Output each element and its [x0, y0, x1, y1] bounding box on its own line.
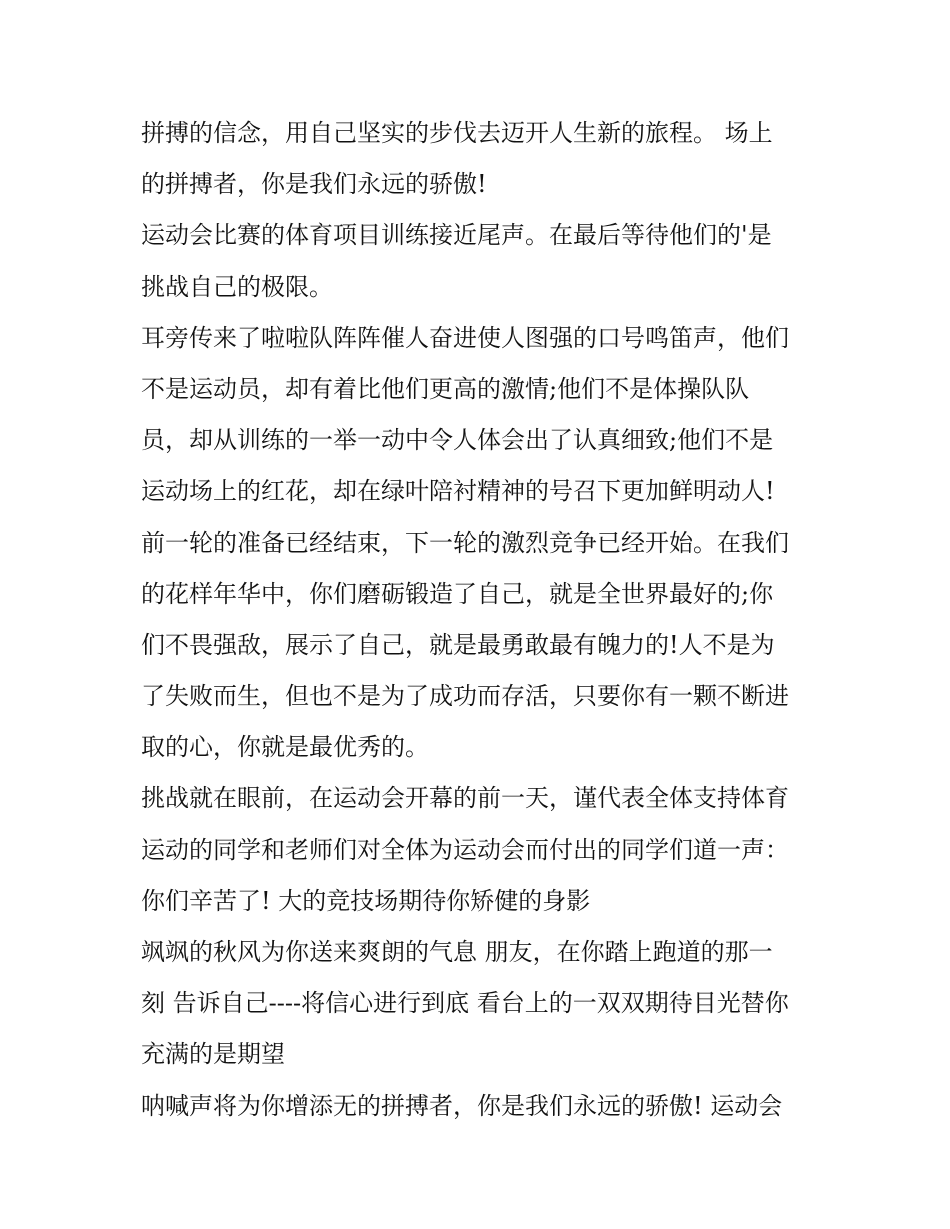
text-line: 挑战自己的极限。: [141, 272, 333, 301]
text-line: 运动的同学和老师们对全体为运动会而付出的同学们道一声：: [141, 835, 789, 864]
text-line: 取的心，你就是最优秀的。: [141, 733, 429, 762]
text-line: 了失败而生，但也不是为了成功而存活，只要你有一颗不断进: [141, 682, 789, 711]
text-line: 运动场上的红花，却在绿叶陪衬精神的号召下更加鲜明动人!: [141, 477, 775, 506]
text-line: 员，却从训练的一举一动中令人体会出了认真细致;他们不是: [141, 426, 774, 455]
text-line: 的拼搏者，你是我们永远的骄傲!: [141, 170, 487, 199]
body-text: [141, 108, 821, 1132]
text-line: 们不畏强敌，展示了自己，就是最勇敢最有魄力的!人不是为: [141, 630, 775, 659]
text-line: 刻 告诉自己----将信心进行到底 看台上的一双双期待目光替你: [141, 989, 789, 1018]
text-line: 飒飒的秋风为你送来爽朗的气息 朋友，在你踏上跑道的那一: [141, 938, 773, 966]
text-line: 拼搏的信念，用自己坚实的步伐去迈开人生新的旅程。 场上: [141, 119, 773, 147]
text-line: 挑战就在眼前，在运动会开幕的前一天，谨代表全体支持体育: [141, 784, 789, 813]
text-line: 前一轮的准备已经结束，下一轮的激烈竞争已经开始。在我们: [141, 528, 789, 557]
text-line: 呐喊声将为你增添无的拼搏者，你是我们永远的骄傲! 运动会: [141, 1091, 783, 1120]
text-line: 充满的是期望: [141, 1040, 285, 1069]
text-line: 耳旁传来了啦啦队阵阵催人奋进使人图强的口号鸣笛声，他们: [141, 323, 789, 352]
text-line: 的花样年华中，你们磨砺锻造了自己，就是全世界最好的;你: [141, 579, 774, 608]
text-line: 不是运动员，却有着比他们更高的激情;他们不是体操队队: [141, 374, 750, 403]
text-line: 你们辛苦了! 大的竞技场期待你矫健的身影: [141, 886, 591, 915]
text-line: 运动会比赛的体育项目训练接近尾声。在最后等待他们的'是: [141, 221, 772, 250]
